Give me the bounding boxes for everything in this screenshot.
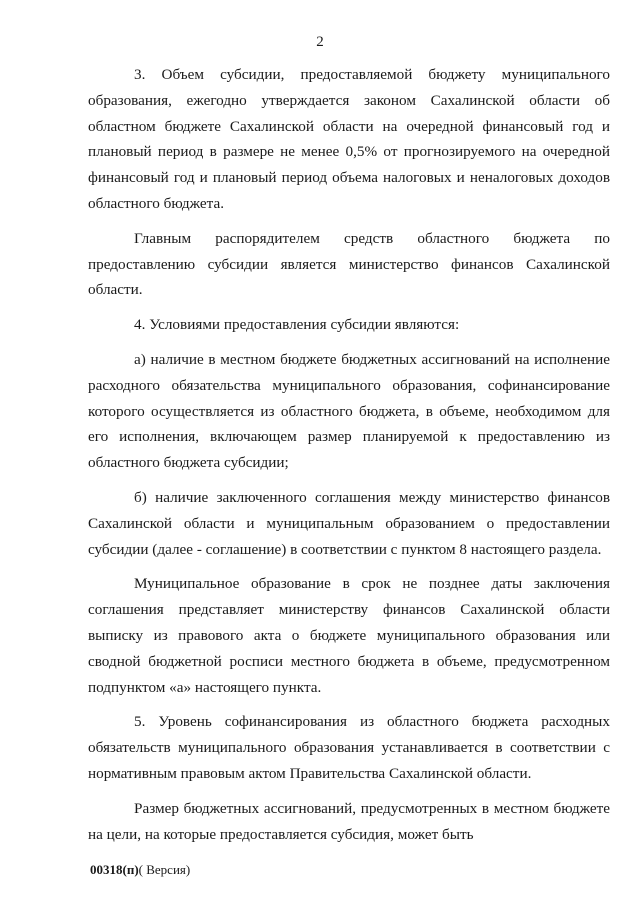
paragraph-condition-b: б) наличие заключенного соглашения между министерство финансов Сахалинской области и муниципальным образованием о предоставлении субсидии (далее - соглашение) в соответствии с пунктом 8 настоящего раздела.	[88, 488, 610, 558]
document-footer	[90, 862, 190, 878]
paragraph-conditions-heading: 4. Условиями предоставления субсидии являются:	[134, 316, 460, 334]
paragraph-condition-a: а) наличие в местном бюджете бюджетных ассигнований на исполнение расходного обязательства муниципального образования, софинансирование которого осуществляется из областного бюджета, в объеме, необходимом для его исполнения, включающем размер планируемой к предоставлению из областного бюджета субсидии;	[88, 350, 610, 472]
page-number: 2	[316, 34, 324, 50]
paragraph-extract-submission: Муниципальное образование в срок не позднее даты заключения соглашения представляет министерству финансов Сахалинской области выписку из правового акта о бюджете муниципального образования или сводной бюджетной росписи местного бюджета в объеме, предусмотренном подпунктом «а» настоящего пункта.	[88, 575, 610, 696]
paragraph-subsidy-volume: 3. Объем субсидии, предоставляемой бюджету муниципального образования, ежегодно утверждается законом Сахалинской области об областном бюджете Сахалинской области на очередной финансовый год и плановый период в размере не менее 0,5% от прогнозируемого на очередной финансовый год и плановый период объема налоговых и неналоговых доходов областного бюджета.	[88, 66, 610, 212]
footer-doc-code: 00318(п)	[90, 862, 139, 877]
paragraph-main-administrator: Главным распорядителем средств областного бюджета по предоставлению субсидии является министерство финансов Сахалинской области.	[88, 229, 610, 299]
footer-version: ( Версия)	[138, 862, 191, 877]
document-body	[88, 62, 610, 857]
paragraph-cofinancing-level: 5. Уровень софинансирования из областного бюджета расходных обязательств муниципального образования устанавливается в соответствии с нормативным правовым актом Правительства Сахалинской области.	[88, 713, 610, 782]
paragraph-budget-allocations: Размер бюджетных ассигнований, предусмотренных в местном бюджете на цели, на которые предоставляется субсидия, может быть	[88, 799, 610, 843]
